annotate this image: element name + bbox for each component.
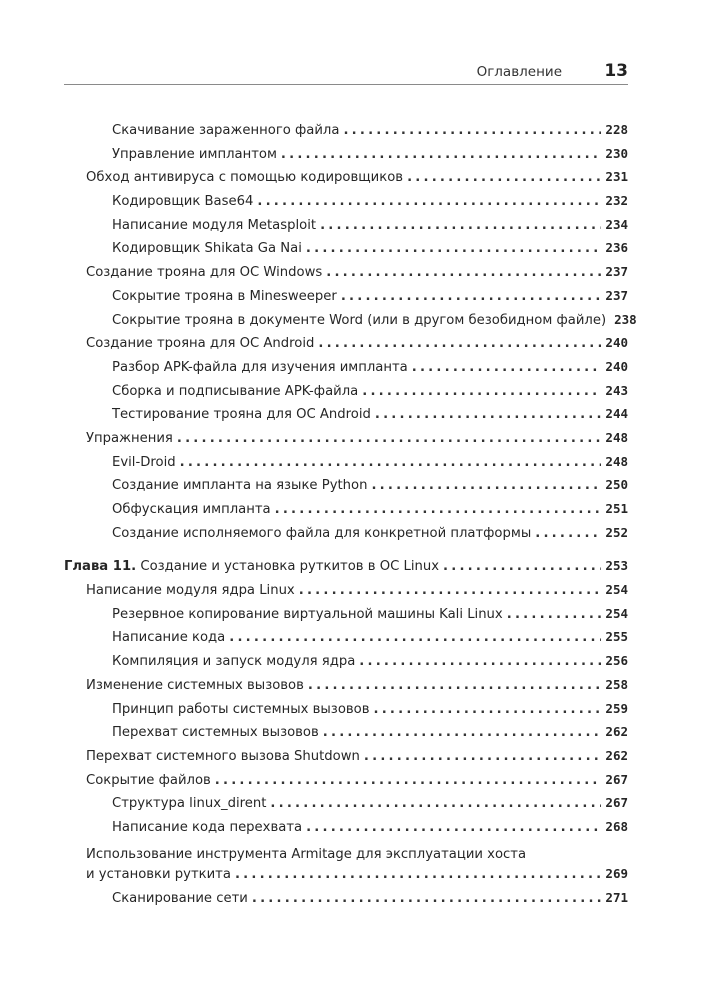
dot-leader — [252, 891, 602, 906]
toc-entry-title: Изменение системных вызовов — [86, 677, 304, 693]
dot-leader — [281, 147, 602, 162]
toc-entry[interactable] — [64, 335, 628, 359]
toc-entry-page: 230 — [605, 145, 628, 161]
dot-leader — [177, 431, 602, 446]
header-title: Оглавление — [476, 64, 562, 80]
toc-entry-page: 236 — [605, 240, 628, 256]
toc-entry-page: 256 — [605, 653, 628, 669]
toc-entry-title — [64, 559, 439, 574]
toc-entry-title: Создание трояна для ОС Windows — [86, 265, 323, 281]
dot-leader — [229, 630, 601, 645]
dot-leader — [374, 702, 602, 717]
toc-entry-title-line2: и установки руткита — [86, 867, 231, 883]
toc-entry[interactable] — [64, 653, 628, 677]
dot-leader — [443, 559, 601, 574]
toc-entry-title: Упражнения — [86, 430, 173, 446]
toc-entry-title: Создание трояна для ОС Android — [86, 336, 315, 352]
toc-entry[interactable] — [64, 430, 628, 454]
dot-leader — [535, 526, 601, 541]
toc-entry-page: 267 — [605, 771, 628, 787]
toc-entry[interactable] — [64, 525, 628, 549]
toc-entry-page: 248 — [605, 429, 628, 445]
dot-leader — [412, 360, 602, 375]
dot-leader — [306, 241, 602, 256]
toc-entry-page: 231 — [605, 169, 628, 185]
toc-entry-page: 252 — [605, 524, 628, 540]
toc-entry-title: Написание кода перехвата — [112, 819, 303, 835]
toc-entry-title: Сборка и подписывание APK-файла — [112, 383, 359, 399]
toc-entry-title: Сканирование сети — [112, 891, 248, 906]
toc-entry-title: Резервное копирование виртуальной машины Kali Linux — [112, 606, 503, 622]
toc-entry[interactable] — [64, 772, 628, 796]
toc-entry-title: Компиляция и запуск модуля ядра — [112, 654, 356, 670]
toc-entry-page: 271 — [605, 890, 628, 905]
toc-entry-page: 237 — [605, 287, 628, 303]
chapter-title: Создание и установка руткитов в ОС Linux — [140, 559, 440, 575]
dot-leader — [343, 123, 601, 138]
toc-entry-title: Сокрытие файлов — [86, 772, 211, 788]
toc-entry-title-line1: Использование инструмента Armitage для эксплуатации хоста — [86, 846, 527, 862]
toc-entry-title: Управление имплантом — [112, 146, 277, 162]
toc-entry[interactable] — [64, 311, 637, 336]
dot-leader — [362, 384, 601, 399]
toc-entry-page: 232 — [605, 193, 628, 209]
chapter-label: Глава 11. — [64, 559, 137, 575]
toc-entry-title: Кодировщик Shikata Ga Nai — [112, 241, 302, 257]
dot-leader — [371, 478, 601, 493]
toc-entry-title: Разбор APK-файла для изучения импланта — [112, 359, 408, 375]
toc-entry-page: 234 — [605, 216, 628, 232]
toc-entry[interactable] — [64, 193, 628, 217]
dot-leader — [180, 455, 602, 470]
toc-entry-title: Обход антивируса с помощью кодировщиков — [86, 170, 404, 186]
toc-entry-page: 251 — [605, 501, 628, 516]
toc-entry[interactable] — [64, 288, 628, 312]
toc-entry-title: Сокрытие трояна в Minesweeper — [112, 288, 337, 304]
toc-entry-title: Сокрытие трояна в документе Word (или в другом безобидном файле) — [112, 312, 607, 328]
dot-leader — [215, 773, 602, 788]
running-header — [64, 60, 628, 85]
toc-entry-title: Кодировщик Base64 — [112, 194, 254, 210]
toc-entry-page: 258 — [605, 676, 628, 692]
toc-entry-page: 254 — [605, 605, 628, 621]
toc-entry[interactable] — [64, 677, 628, 701]
toc-entry[interactable] — [64, 169, 628, 193]
toc-entry-title: Тестирование трояна для ОС Android — [112, 407, 371, 423]
dot-leader — [299, 583, 602, 598]
dot-leader — [318, 336, 601, 351]
toc-entry-title: Создание исполняемого файла для конкретной платформы — [112, 525, 532, 541]
toc-entry[interactable] — [64, 240, 628, 264]
dot-leader — [341, 289, 602, 304]
toc-entry-title: Обфускация импланта — [112, 502, 271, 517]
toc-entry[interactable] — [64, 795, 628, 819]
toc-entry-page: 240 — [605, 335, 628, 351]
toc-entry-page: 255 — [605, 629, 628, 645]
dot-leader — [320, 218, 601, 233]
toc-entry[interactable] — [64, 748, 628, 772]
toc-entry[interactable] — [64, 454, 628, 478]
toc-entry[interactable] — [64, 819, 628, 843]
toc-entry[interactable] — [64, 359, 628, 383]
toc-entry-title: Перехват системных вызовов — [112, 725, 319, 741]
dot-leader — [308, 678, 602, 693]
toc-entry-page: 243 — [605, 382, 628, 398]
toc-chapter[interactable] — [64, 558, 628, 582]
dot-leader — [323, 725, 602, 740]
toc-entry-page: 262 — [605, 724, 628, 740]
toc-entry-page: 228 — [605, 122, 628, 137]
toc-entry-title: Перехват системного вызова Shutdown — [86, 748, 360, 764]
dot-leader — [270, 796, 601, 811]
dot-leader — [235, 867, 601, 882]
dot-leader — [407, 170, 601, 185]
toc-entry-page: 248 — [605, 453, 628, 469]
toc-entry-title: Написание модуля ядра Linux — [86, 583, 295, 599]
dot-leader — [306, 820, 601, 835]
toc-entry[interactable] — [64, 122, 628, 146]
dot-leader — [359, 654, 601, 669]
toc-entry[interactable] — [64, 406, 628, 430]
dot-leader — [275, 502, 602, 517]
toc-entry-page: 250 — [605, 477, 628, 493]
toc-entry-page: 269 — [605, 866, 628, 882]
toc-entry-page: 238 — [614, 311, 637, 327]
toc-entry-page: 268 — [605, 818, 628, 834]
toc-entry[interactable] — [64, 629, 628, 653]
toc-entry-page: 253 — [605, 558, 628, 574]
dot-leader — [375, 407, 602, 422]
toc-entry-title: Написание кода — [112, 630, 226, 646]
dot-leader — [364, 749, 602, 764]
toc-entry-title: Evil-Droid — [112, 454, 176, 470]
toc-entry[interactable] — [64, 217, 628, 241]
toc-entry[interactable] — [64, 383, 628, 407]
toc-entry-title: Принцип работы системных вызовов — [112, 701, 370, 717]
dot-leader — [257, 194, 601, 209]
toc-entry[interactable] — [64, 477, 628, 501]
toc-entry-page: 259 — [605, 700, 628, 716]
toc-entry[interactable] — [64, 606, 628, 630]
toc-entry[interactable] — [64, 890, 628, 914]
dot-leader — [326, 265, 601, 280]
toc-entry[interactable] — [64, 582, 628, 606]
toc-entry-page: 254 — [605, 582, 628, 598]
toc-entry[interactable] — [64, 724, 628, 748]
page-number: 13 — [604, 61, 628, 81]
table-of-contents — [64, 122, 637, 914]
toc-entry-page: 267 — [605, 795, 628, 811]
toc-entry-page: 262 — [605, 747, 628, 763]
toc-entry-page: 237 — [605, 264, 628, 280]
toc-entry-page: 240 — [605, 358, 628, 374]
toc-entry-page: 244 — [605, 406, 628, 422]
toc-entry-title: Написание модуля Metasploit — [112, 217, 317, 233]
toc-entry-title: Структура linux_dirent — [112, 796, 267, 812]
toc-entry-wrapped[interactable] — [64, 843, 628, 890]
toc-entry[interactable] — [64, 146, 628, 170]
dot-leader — [507, 607, 602, 622]
toc-entry[interactable] — [64, 264, 628, 288]
toc-entry[interactable] — [64, 701, 628, 725]
toc-entry-title: Создание импланта на языке Python — [112, 478, 368, 494]
toc-entry-title: Скачивание зараженного файла — [112, 123, 340, 138]
toc-entry[interactable] — [64, 501, 628, 525]
